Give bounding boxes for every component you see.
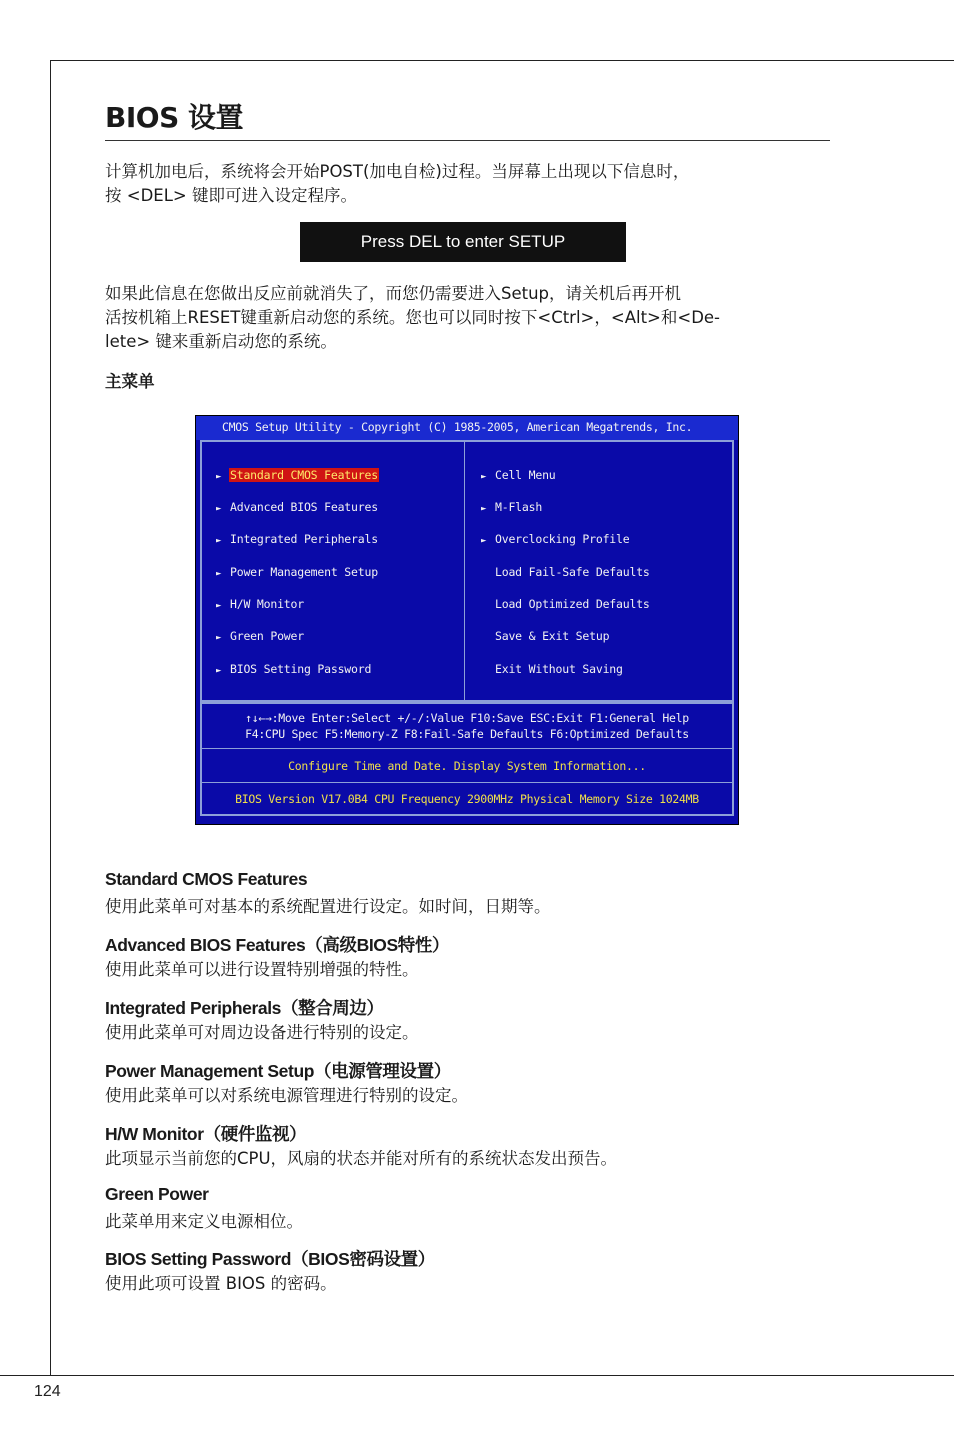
bios-item-label: H/W Monitor	[230, 597, 304, 611]
section-body-advanced-bios: 使用此菜单可以进行设置特别增强的特性。	[105, 960, 419, 979]
bios-key-hints-line-1: ↑↓←→:Move Enter:Select +/-/:Value F10:Save ESC:Exit F1:General Help	[245, 711, 689, 725]
main-menu-heading: 主菜单	[105, 372, 155, 391]
bios-header: CMOS Setup Utility - Copyright (C) 1985-2005, American Megatrends, Inc.	[196, 416, 738, 440]
section-heading-green-power: Green Power	[105, 1184, 209, 1204]
paragraph2-line-1: 如果此信息在您做出反应前就消失了，而您仍需要进入Setup，请关机后再开机	[105, 284, 682, 303]
section-body-power-management: 使用此菜单可以对系统电源管理进行特别的设定。	[105, 1086, 468, 1105]
bios-item-label: Load Optimized Defaults	[495, 597, 650, 611]
bios-item-save-exit-setup[interactable]	[481, 628, 610, 645]
bios-item-label: Power Management Setup	[230, 565, 378, 579]
arrow-right-icon: ►	[216, 666, 222, 676]
bios-item-hw-monitor[interactable]	[216, 596, 305, 613]
bios-item-m-flash[interactable]	[481, 499, 543, 516]
bios-item-label: BIOS Setting Password	[230, 662, 372, 676]
bios-item-label: Exit Without Saving	[495, 662, 623, 676]
bios-item-green-power[interactable]	[216, 628, 305, 645]
arrow-right-icon: ►	[216, 536, 222, 546]
section-body-green-power: 此菜单用来定义电源相位。	[105, 1212, 303, 1231]
section-heading-power-management: Power Management Setup（电源管理设置）	[105, 1061, 451, 1081]
paragraph2-line-3: lete> 键来重新启动您的系统。	[105, 332, 337, 351]
second-paragraph	[105, 282, 833, 354]
bios-item-cell-menu[interactable]	[481, 467, 557, 484]
bios-key-hints-line-2: F4:CPU Spec F5:Memory-Z F8:Fail-Safe Defaults F6:Optimized Defaults	[245, 727, 689, 741]
intro-line-1: 计算机加电后，系统将会开始POST(加电自检)过程。当屏幕上出现以下信息时，	[105, 162, 690, 181]
bios-item-label: Integrated Peripherals	[230, 532, 378, 546]
bios-item-label: Overclocking Profile	[495, 532, 630, 546]
page-frame-bottom	[0, 1375, 954, 1376]
page-frame-top	[50, 60, 954, 61]
section-body-integrated-peripherals: 使用此菜单可对周边设备进行特别的设定。	[105, 1023, 419, 1042]
bios-item-standard-cmos-features[interactable]	[216, 467, 379, 484]
bios-item-exit-without-saving[interactable]	[481, 661, 624, 678]
arrow-right-icon: ►	[216, 504, 222, 514]
arrow-right-icon: ►	[216, 569, 222, 579]
bios-column-divider	[464, 440, 465, 702]
section-heading-advanced-bios: Advanced BIOS Features（高级BIOS特性）	[105, 935, 450, 955]
bios-version-line: BIOS Version V17.0B4 CPU Frequency 2900MHz Physical Memory Size 1024MB	[235, 792, 699, 806]
section-body-hw-monitor: 此项显示当前您的CPU，风扇的状态并能对所有的系统状态发出预告。	[105, 1149, 618, 1168]
bios-item-label: Standard CMOS Features	[230, 468, 378, 482]
page-number: 124	[34, 1383, 61, 1400]
bios-item-power-management-setup[interactable]	[216, 564, 379, 581]
section-heading-hw-monitor: H/W Monitor（硬件监视）	[105, 1124, 307, 1144]
bios-help-divider-1	[200, 748, 734, 749]
paragraph2-line-2: 活按机箱上RESET键重新启动您的系统。您也可以同时按下<Ctrl>，<Alt>和<De-	[105, 308, 721, 327]
bios-item-load-fail-safe-defaults[interactable]	[481, 564, 651, 581]
page-frame-left	[50, 60, 51, 1376]
bios-item-label: M-Flash	[495, 500, 543, 514]
bios-screenshot	[195, 415, 739, 825]
bios-item-label: Cell Menu	[495, 468, 556, 482]
bios-item-integrated-peripherals[interactable]	[216, 531, 379, 548]
intro-paragraph	[105, 160, 833, 208]
bios-item-description: Configure Time and Date. Display System Information...	[288, 759, 646, 773]
bios-item-label: Green Power	[230, 629, 304, 643]
section-heading-bios-password: BIOS Setting Password（BIOS密码设置）	[105, 1249, 435, 1269]
bios-item-advanced-bios-features[interactable]	[216, 499, 379, 516]
section-body-standard-cmos: 使用此菜单可对基本的系统配置进行设定。如时间，日期等。	[105, 897, 551, 916]
arrow-right-icon: ►	[216, 472, 222, 482]
section-heading-integrated-peripherals: Integrated Peripherals（整合周边）	[105, 998, 384, 1018]
arrow-right-icon: ►	[216, 601, 222, 611]
page-title: BIOS 设置	[105, 101, 243, 134]
arrow-right-icon: ►	[481, 536, 487, 546]
bios-item-label: Advanced BIOS Features	[230, 500, 378, 514]
bios-item-label: Save & Exit Setup	[495, 629, 610, 643]
arrow-right-icon: ►	[216, 633, 222, 643]
section-body-bios-password: 使用此项可设置 BIOS 的密码。	[105, 1274, 337, 1293]
bios-item-label: Load Fail-Safe Defaults	[495, 565, 650, 579]
title-divider	[105, 140, 830, 141]
press-del-banner: Press DEL to enter SETUP	[300, 222, 626, 262]
bios-help-divider-2	[200, 782, 734, 783]
arrow-right-icon: ►	[481, 504, 487, 514]
arrow-right-icon: ►	[481, 472, 487, 482]
intro-line-2: 按 <DEL> 键即可进入设定程序。	[105, 186, 357, 205]
section-heading-standard-cmos: Standard CMOS Features	[105, 869, 308, 889]
bios-item-overclocking-profile[interactable]	[481, 531, 630, 548]
bios-item-load-optimized-defaults[interactable]	[481, 596, 651, 613]
bios-item-bios-setting-password[interactable]	[216, 661, 372, 678]
